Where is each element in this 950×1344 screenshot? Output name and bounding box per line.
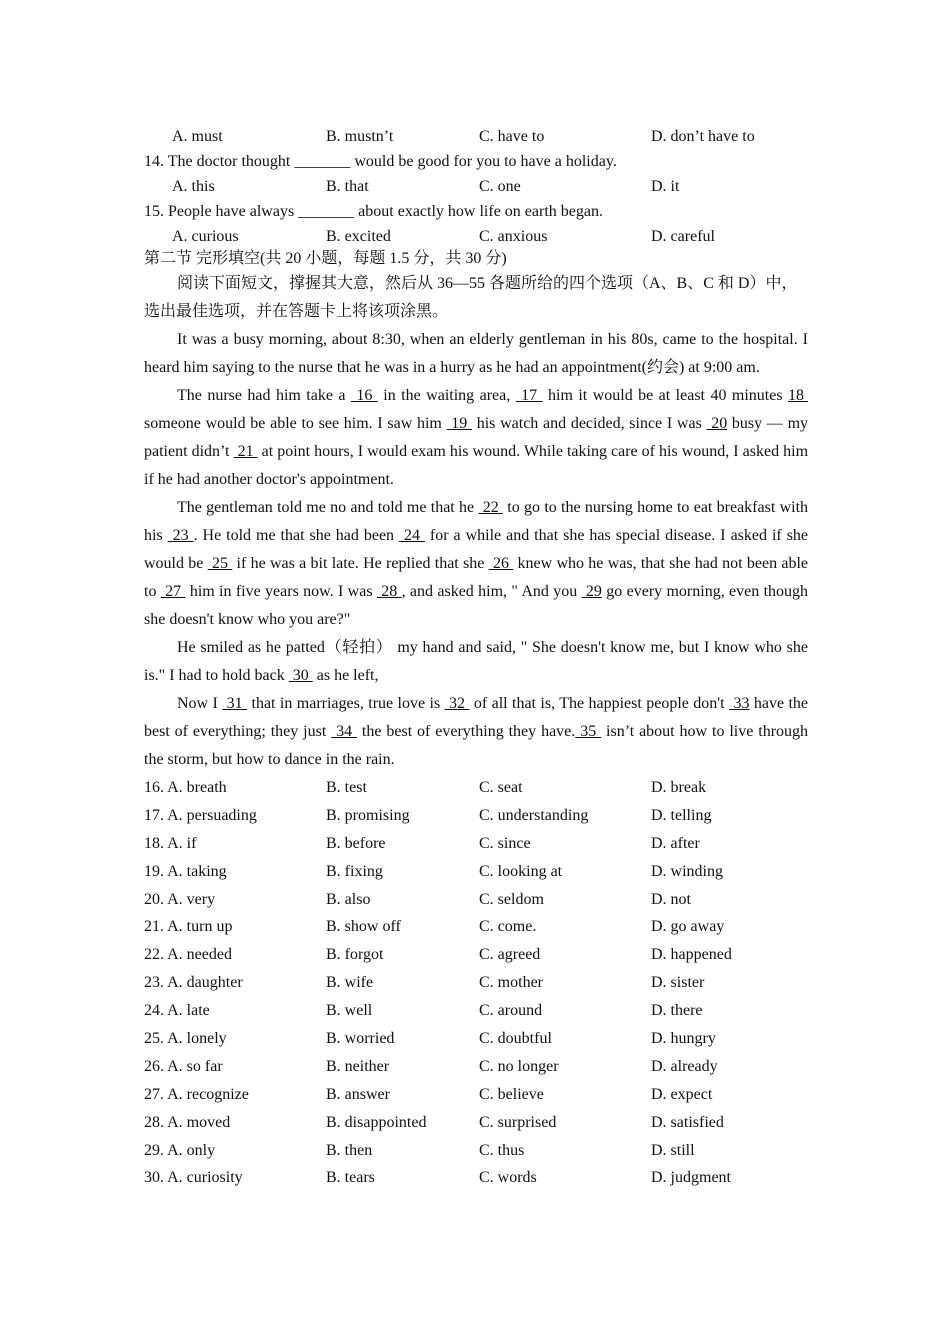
- option-d: D. not: [651, 890, 691, 908]
- text-run: as he left,: [312, 667, 379, 684]
- passage-paragraph-5: [144, 690, 808, 774]
- option-b: B. answer: [326, 1085, 390, 1103]
- q15-option-c: C. anxious: [479, 228, 548, 245]
- blank-16: 16: [350, 387, 378, 404]
- text-run: for a while and that she has special disease. I asked if she would be: [144, 527, 809, 572]
- option-c: C. thus: [479, 1141, 525, 1159]
- text-run: to go to the nursing home to eat breakfast with his: [144, 499, 809, 544]
- option-b: B. disappointed: [326, 1113, 427, 1131]
- option-d: D. expect: [651, 1085, 713, 1103]
- blank-24: 24: [399, 527, 425, 544]
- option-a: 21. A. turn up: [144, 918, 233, 936]
- option-b: B. tears: [326, 1169, 375, 1187]
- option-d: D. satisfied: [651, 1113, 724, 1131]
- option-d: D. break: [651, 779, 707, 796]
- option-c: C. agreed: [479, 946, 541, 964]
- cloze-question-24: [144, 997, 808, 1025]
- option-d: D. sister: [651, 974, 705, 992]
- text-run: someone would be able to see him. I saw him: [144, 415, 447, 432]
- option-a: 30. A. curiosity: [144, 1169, 243, 1187]
- section-instruction: 阅读下面短文，撑握其大意，然后从 36—55 各题所给的四个选项（A、B、C 和 D）中，选出最佳选项，并在答题卡上将该项涂黑。: [144, 275, 798, 320]
- option-d: D. telling: [651, 806, 712, 824]
- option-b: B. forgot: [326, 946, 384, 964]
- passage-paragraph-1: It was a busy morning, about 8:30, when an elderly gentleman in his 80s, came to the hospital. I heard him saying to the nurse that he was in a hurry as he had an appointment(约会) at 9:00 am.: [144, 331, 808, 376]
- option-a: 18. A. if: [144, 834, 197, 852]
- option-b: B. neither: [326, 1057, 390, 1075]
- option-d: D. hungry: [651, 1030, 716, 1048]
- cloze-question-20: [144, 886, 808, 914]
- text-run: . He told me that she had been: [193, 527, 400, 544]
- option-b: B. test: [326, 779, 367, 796]
- option-a: 20. A. very: [144, 890, 216, 908]
- option-d: D. there: [651, 1002, 703, 1020]
- blank-26: 26: [488, 555, 514, 572]
- blank-22: 22: [478, 499, 504, 516]
- option-c: C. no longer: [479, 1057, 559, 1075]
- option-a: 24. A. late: [144, 1002, 210, 1020]
- blank-20: 20: [706, 415, 728, 432]
- q14-options: [144, 174, 808, 199]
- q13-option-b: B. mustn’t: [326, 128, 394, 145]
- cloze-question-27: [144, 1081, 808, 1109]
- text-run: in the waiting area,: [377, 387, 516, 404]
- text-run: at point hours, I would exam his wound. While taking care of his wound, I asked him if he had another doctor's appointment.: [144, 443, 809, 488]
- text-run: of all that is, The happiest people don't: [469, 695, 730, 712]
- option-b: B. show off: [326, 918, 401, 936]
- option-b: B. promising: [326, 806, 410, 824]
- text-run: isn’t about how to live through the storm, but how to dance in the rain.: [144, 723, 809, 768]
- option-a: 19. A. taking: [144, 862, 227, 880]
- option-d: D. after: [651, 834, 700, 852]
- blank-27: 27: [160, 583, 186, 600]
- q13-option-c: C. have to: [479, 128, 545, 145]
- option-c: C. words: [479, 1169, 537, 1187]
- option-d: D. go away: [651, 918, 725, 936]
- option-a: 22. A. needed: [144, 946, 232, 964]
- q15-stem: 15. People have always _______ about exactly how life on earth began.: [144, 203, 603, 220]
- text-run: Now I: [177, 695, 223, 712]
- blank-33: 33: [729, 695, 750, 712]
- cloze-question-17: [144, 802, 808, 830]
- q14-option-d: D. it: [651, 178, 680, 195]
- option-b: B. before: [326, 834, 386, 852]
- q15-option-a: A. curious: [172, 228, 239, 245]
- cloze-question-21: [144, 913, 808, 941]
- option-b: B. fixing: [326, 862, 383, 880]
- option-a: 29. A. only: [144, 1141, 216, 1159]
- option-a: 28. A. moved: [144, 1113, 231, 1131]
- blank-32: 32: [444, 695, 470, 712]
- text-run: have the best of everything; they just: [144, 695, 809, 740]
- option-d: D. already: [651, 1057, 718, 1075]
- option-c: C. doubtful: [479, 1030, 552, 1048]
- option-a: 17. A. persuading: [144, 806, 257, 824]
- option-c: C. surprised: [479, 1113, 557, 1131]
- cloze-question-29: [144, 1137, 808, 1165]
- text-run: the best of everything they have.: [357, 723, 576, 740]
- blank-34: 34: [331, 723, 357, 740]
- option-b: B. wife: [326, 974, 374, 992]
- q14-option-a: A. this: [172, 178, 215, 195]
- option-a: 26. A. so far: [144, 1057, 223, 1075]
- text-run: his watch and decided, since I was: [472, 415, 707, 432]
- option-c: C. around: [479, 1002, 543, 1020]
- blank-17: 17: [515, 387, 543, 404]
- cloze-question-25: [144, 1025, 808, 1053]
- cloze-question-28: [144, 1109, 808, 1137]
- blank-21: 21: [233, 443, 258, 460]
- cloze-question-26: [144, 1053, 808, 1081]
- text-run: busy — my patient didn’t: [144, 415, 809, 460]
- q14-option-b: B. that: [326, 178, 369, 195]
- option-c: C. since: [479, 834, 531, 852]
- text-run: knew who he was, that she had not been able to: [144, 555, 809, 600]
- text-run: The nurse had him take a: [177, 387, 351, 404]
- cloze-question-19: [144, 858, 808, 886]
- blank-30: 30: [288, 667, 313, 684]
- option-c: C. come.: [479, 918, 537, 936]
- blank-18: 18: [788, 387, 808, 404]
- cloze-question-30: [144, 1164, 808, 1192]
- option-a: 27. A. recognize: [144, 1085, 249, 1103]
- text-run: that in marriages, true love is: [247, 695, 445, 712]
- option-a: 16. A. breath: [144, 779, 227, 796]
- blank-28: 28: [376, 583, 402, 600]
- blank-23: 23: [167, 527, 194, 544]
- cloze-question-22: [144, 941, 808, 969]
- option-b: B. also: [326, 890, 371, 908]
- option-c: C. mother: [479, 974, 543, 992]
- option-a: 23. A. daughter: [144, 974, 243, 992]
- option-c: C. believe: [479, 1085, 544, 1103]
- section-title: 第二节 完形填空(共 20 小题，每题 1.5 分，共 30 分): [144, 250, 507, 267]
- option-c: C. seldom: [479, 890, 544, 908]
- option-b: B. then: [326, 1141, 373, 1159]
- passage-paragraph-3: [144, 494, 808, 634]
- text-run: go every morning, even though she doesn't know who you are?": [144, 583, 809, 628]
- text-run: him it would be at least 40 minutes: [542, 387, 788, 404]
- text-run: if he was a bit late. He replied that she: [232, 555, 489, 572]
- option-d: D. judgment: [651, 1169, 731, 1187]
- cloze-question-18: [144, 830, 808, 858]
- text-run: The gentleman told me no and told me that he: [177, 499, 479, 516]
- option-c: C. understanding: [479, 806, 589, 824]
- q15-option-b: B. excited: [326, 228, 391, 245]
- text-run: him in five years now. I was: [185, 583, 377, 600]
- blank-29: 29: [581, 583, 602, 600]
- q15-option-d: D. careful: [651, 228, 715, 245]
- option-c: C. looking at: [479, 862, 563, 880]
- text-run: He smiled as he patted（轻拍） my hand and said, " She doesn't know me, but I know who she is." I had to hold back: [144, 639, 808, 684]
- q14-option-c: C. one: [479, 178, 521, 195]
- cloze-options-list: [144, 774, 808, 1192]
- q14-stem: 14. The doctor thought _______ would be good for you to have a holiday.: [144, 153, 617, 170]
- text-run: , and asked him, " And you: [401, 583, 582, 600]
- option-c: C. seat: [479, 779, 523, 796]
- option-b: B. worried: [326, 1030, 395, 1048]
- passage-paragraph-2: [144, 382, 808, 494]
- blank-31: 31: [222, 695, 248, 712]
- blank-35: 35: [575, 723, 602, 740]
- option-a: 25. A. lonely: [144, 1030, 227, 1048]
- q13-option-a: A. must: [172, 128, 223, 145]
- blank-19: 19: [446, 415, 473, 432]
- cloze-question-16: [144, 774, 808, 802]
- blank-25: 25: [207, 555, 233, 572]
- q15-options: [144, 224, 808, 247]
- option-d: D. winding: [651, 862, 723, 880]
- option-b: B. well: [326, 1002, 373, 1020]
- option-d: D. still: [651, 1141, 695, 1159]
- passage-paragraph-4: [144, 634, 808, 690]
- q13-option-d: D. don’t have to: [651, 128, 755, 145]
- option-d: D. happened: [651, 946, 732, 964]
- q13-options: [144, 124, 808, 149]
- cloze-question-23: [144, 969, 808, 997]
- exam-page: [144, 124, 808, 1192]
